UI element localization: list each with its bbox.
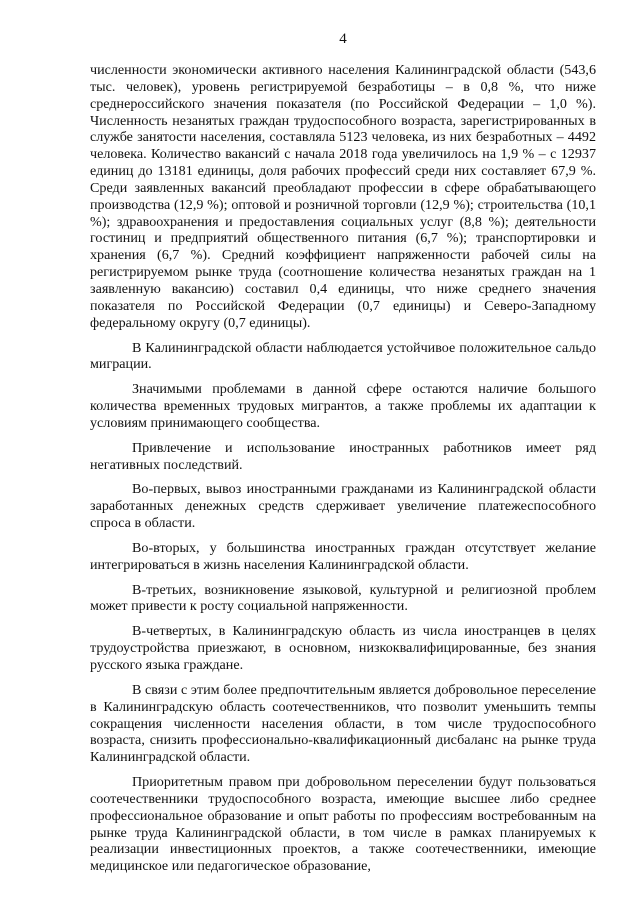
paragraph-migration-problems: Значимыми проблемами в данной сфере остаются наличие большого количества временных трудовых мигрантов, а также проблемы их адаптации к условиям принимающего сообщества. [90, 381, 596, 431]
paragraph-voluntary-resettlement: В связи с этим более предпочтительным является добровольное переселение в Калининградскую область соотечественников, что позволит уменьшить темпы сокращения численности населения области, в том числе трудоспособного возраста, снизить профессионально-квалификационный дисбаланс на рынке труда Калининградской области. [90, 681, 596, 766]
paragraph-second-consequence: Во-вторых, у большинства иностранных граждан отсутствует желание интегрироваться в жизнь населения Калининградской области. [90, 539, 596, 573]
document-page [90, 30, 596, 883]
page-number: 4 [339, 31, 347, 47]
paragraph-third-consequence: В-третьих, возникновение языковой, культурной и религиозной проблем может привести к росту социальной напряженности. [90, 581, 596, 615]
paragraph-first-consequence: Во-первых, вывоз иностранными гражданами из Калининградской области заработанных денежных средств сдерживает увеличение платежеспособного спроса в области. [90, 481, 596, 532]
paragraph-foreign-workers-consequences: Привлечение и использование иностранных работников имеет ряд негативных последствий. [90, 439, 596, 473]
paragraph-fourth-consequence: В-четвертых, в Калининградскую область из числа иностранцев в целях трудоустройства приезжают, в основном, низкоквалифицированные, без знания русского языка граждане. [90, 623, 596, 673]
paragraph-priority-right: Приоритетным правом при добровольном переселении будут пользоваться соотечественники трудоспособного возраста, имеющие высшее либо среднее профессиональное образование и опыт работы по профессиям востребованным на рынке труда Калининградской области, в том числе в рамках планируемых к реализации инвестиционных проектов, а также соотечественники, имеющие медицинское или педагогическое образование, [90, 774, 596, 875]
paragraph-migration-balance: В Калининградской области наблюдается устойчивое положительное сальдо миграции. [90, 339, 596, 373]
paragraph-employment-statistics: численности экономически активного населения Калининградской области (543,6 тыс. человек), уровень регистрируемой безработицы – в 0,8 %, что ниже среднероссийского значения показателя (по Российской Федерации – 1,0 %). Численность незанятых граждан трудоспособного возраста, зарегистрированных в службе занятости населения, составляла 5123 человека, из них безработных – 4492 человека. Количество вакансий с начала 2018 года увеличилось на 1,9 % – с 12937 единиц до 13181 единицы, доля рабочих профессий среди них составляет 67,9 %. Среди заявленных вакансий преобладают профессии в сфере обрабатывающего производства (12,9 %); оптовой и розничной торговли (12,9 %); строительства (10,1 %); здравоохранения и предоставления социальных услуг (8,8 %); деятельности гостиниц и предприятий общественного питания (6,7 %); транспортировки и хранения (6,7 %). Средний коэффициент напряженности рабочей силы на регистрируемом рынке труда (соотношение количества незанятых граждан на 1 заявленную вакансию) составил 0,4 единицы, что ниже среднего значения показателя по Российской Федерации (0,7 единицы) и Северо-Западному федеральному округу (0,7 единицы). [90, 62, 596, 331]
